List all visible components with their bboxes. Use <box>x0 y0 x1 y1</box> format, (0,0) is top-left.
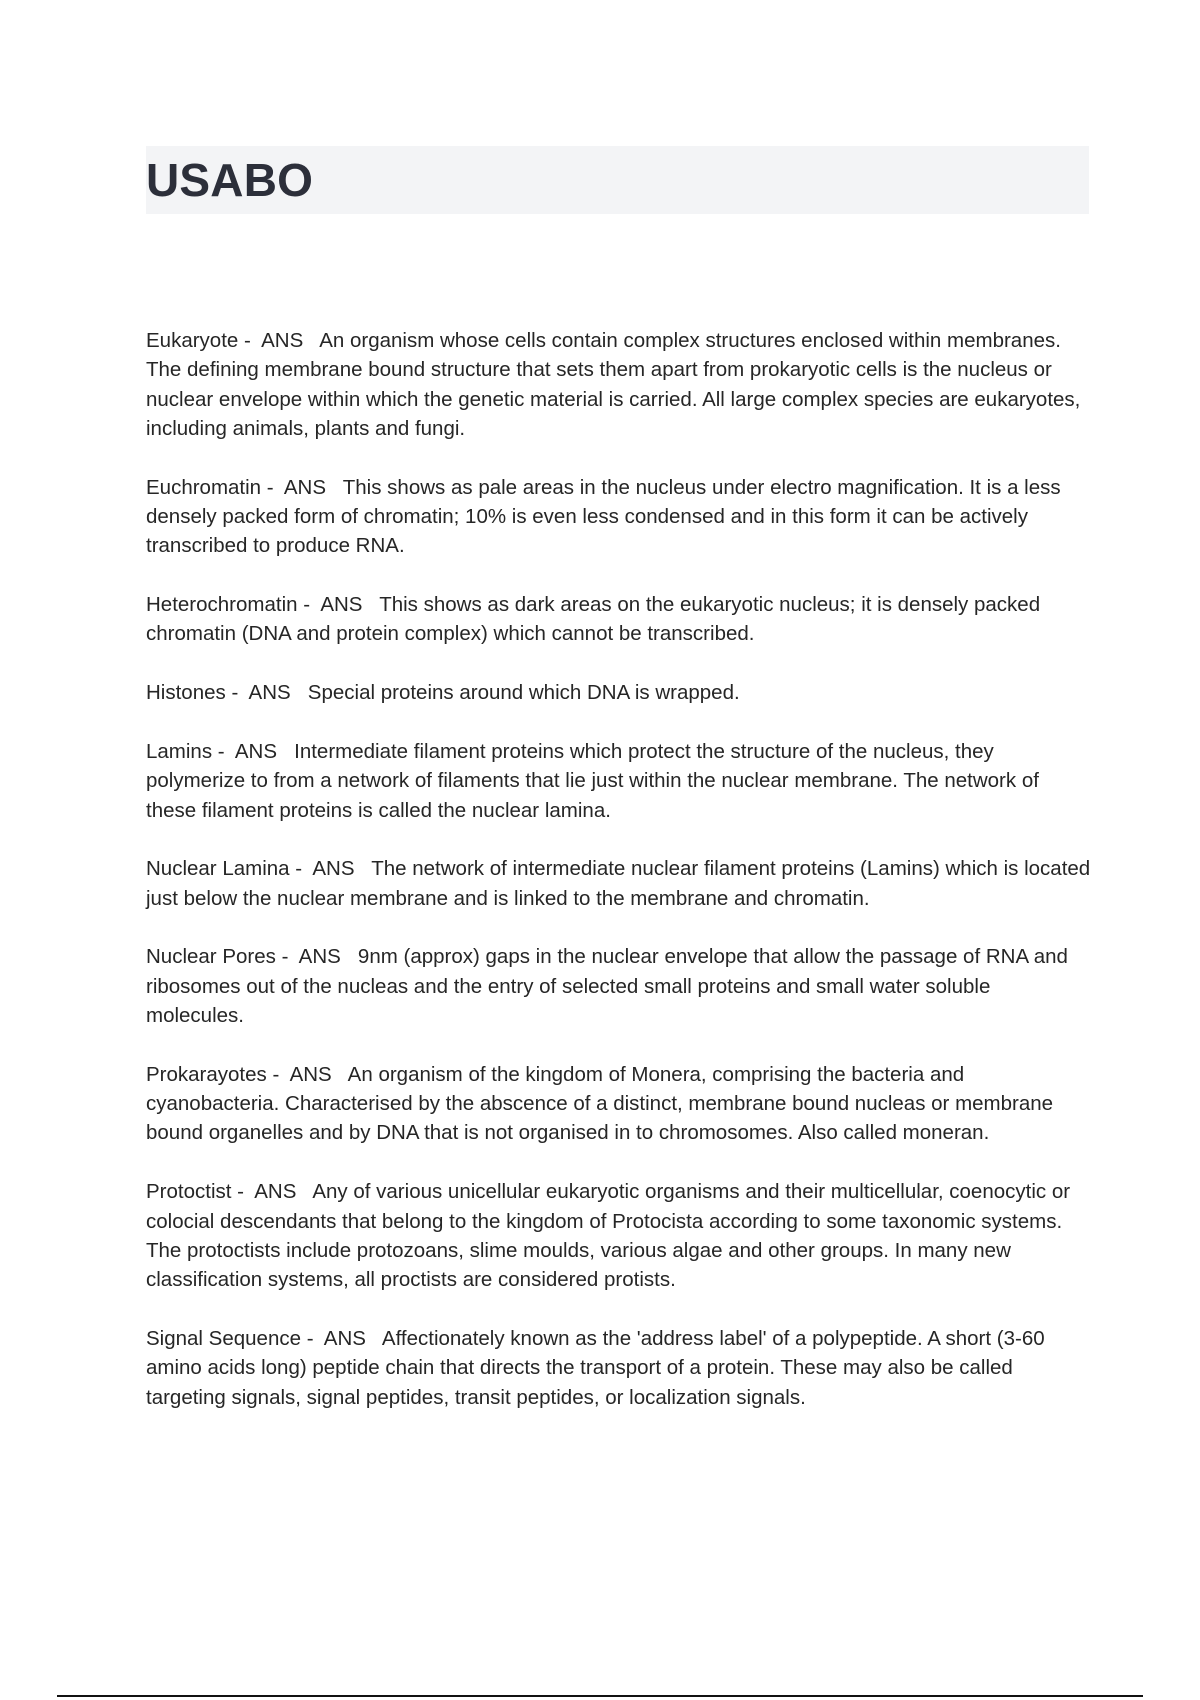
glossary-entry <box>146 737 1092 825</box>
entry-separator: - ANS <box>212 739 295 763</box>
glossary-entry <box>146 590 1092 649</box>
entry-separator: - ANS <box>289 857 372 881</box>
glossary-entry <box>146 854 1096 913</box>
entry-term: Nuclear Pores <box>146 945 276 969</box>
entry-definition: Special proteins around which DNA is wrapped. <box>307 681 740 705</box>
glossary-entry <box>146 1324 1092 1412</box>
entry-definition: This shows as pale areas in the nucleus under electro magnification. It is a less densely packed form of chromatin; 10% is even less condensed and in this form it can be actively transcribed to produce RNA. <box>146 475 1067 558</box>
entry-definition: An organism whose cells contain complex structures enclosed within membranes. The defining membrane bound structure that sets them apart from prokaryotic cells is the nucleus or nuclear envelope within which the genetic material is carried. All large complex species are eukaryotes, including animals, plants and fungi. <box>146 329 1087 440</box>
page-title: USABO <box>146 154 314 206</box>
entry-separator: - ANS <box>266 1062 348 1086</box>
entry-definition: 9nm (approx) gaps in the nuclear envelope that allow the passage of RNA and ribosomes out of the nucleas and the entry of selected small proteins and small water soluble molecules. <box>146 945 1074 1028</box>
entry-separator: - ANS <box>238 329 320 352</box>
entry-term: Euchromatin <box>146 475 262 499</box>
entry-separator: - ANS <box>301 1326 382 1350</box>
entry-term: Lamins <box>146 739 213 763</box>
entry-separator: - ANS <box>275 945 358 969</box>
entry-separator: - ANS <box>225 681 308 705</box>
entry-term: Protoctist <box>146 1180 232 1204</box>
glossary-entry <box>146 473 1092 561</box>
glossary-entry <box>146 678 1092 707</box>
glossary-entry <box>146 326 1092 443</box>
entry-term: Nuclear Lamina <box>146 857 290 881</box>
entry-term: Signal Sequence <box>146 1326 302 1350</box>
entry-separator: - ANS <box>231 1180 313 1204</box>
entry-term: Histones <box>146 681 226 705</box>
entry-definition: Intermediate filament proteins which protect the structure of the nucleus, they polymerize to from a network of filaments that lie just within the nuclear membrane. The network of these filament proteins is called the nuclear lamina. <box>146 739 1045 822</box>
glossary-entry <box>146 1060 1092 1148</box>
entry-definition: An organism of the kingdom of Monera, comprising the bacteria and cyanobacteria. Characterised by the abscence of a distinct, membrane bound nucleas or membrane bound organelles and by DNA that is not organised in to chromosomes. Also called moneran. <box>146 1062 1059 1145</box>
entry-definition: Any of various unicellular eukaryotic organisms and their multicellular, coenocytic or colocial descendants that belong to the kingdom of Protocista according to some taxonomic systems. The protoctists include protozoans, slime moulds, various algae and other groups. In many new classification systems, all proctists are considered protists. <box>146 1180 1076 1292</box>
entry-separator: - ANS <box>297 593 380 617</box>
entry-separator: - ANS <box>261 475 343 499</box>
entry-definition: The network of intermediate nuclear filament proteins (Lamins) which is located just below the nuclear membrane and is linked to the membrane and chromatin. <box>146 857 1096 910</box>
entry-term: Heterochromatin <box>146 593 298 617</box>
entry-definition: Affectionately known as the 'address label' of a polypeptide. A short (3-60 amino acids long) peptide chain that directs the transport of a protein. These may also be called targeting signals, signal peptides, transit peptides, or localization signals. <box>146 1326 1051 1409</box>
glossary-list <box>146 326 1096 1441</box>
entry-term: Prokarayotes <box>146 1062 267 1086</box>
glossary-entry <box>146 942 1092 1030</box>
footer-divider <box>57 1695 1143 1697</box>
glossary-entry <box>146 1177 1092 1294</box>
entry-term: Eukaryote <box>146 329 239 352</box>
entry-definition: This shows as dark areas on the eukaryotic nucleus; it is densely packed chromatin (DNA and protein complex) which cannot be transcribed. <box>146 593 1046 646</box>
